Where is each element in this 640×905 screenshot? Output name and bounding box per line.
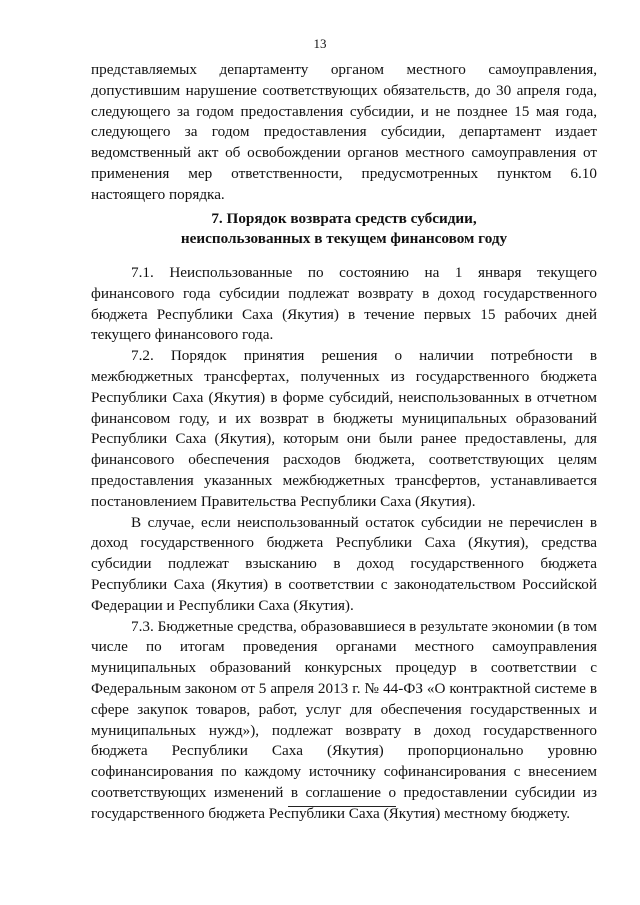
paragraph-7-3: 7.3. Бюджетные средства, образовавшиеся в результате экономии (в том числе по итогам проведения органами местного самоуправления муниципальных образований конкурсных процедур в соответствии с Федеральным законом от 5 апреля 2013 г. № 44-ФЗ «О контрактной системе в сфере закупок товаров, работ, услуг для обеспечения государственных и муниципальных нужд»), подлежат возврату в доход государственного бюджета Республики Саха (Якутия) пропорционально уровню софинансирования по каждому источнику софинансирования с внесением соответствующих изменений в соглашение о предоставлении субсидии из государственного бюджета Республики Саха (Якутия) местному бюджету.	[91, 617, 597, 822]
end-rule	[288, 806, 396, 807]
intro-block	[91, 60, 597, 206]
paragraph-7-1: 7.1. Неиспользованные по состоянию на 1 января текущего финансового года субсидии подлежат возврату в доход государственного бюджета Республики Саха (Якутия) в течение первых 15 рабочих дней текущего финансового года.	[91, 264, 597, 344]
section-heading-line-1: 7. Порядок возврата средств субсидии,	[211, 210, 477, 227]
section-body	[91, 263, 597, 825]
section-heading	[91, 209, 597, 249]
paragraph-7-2-continued: В случае, если неиспользованный остаток субсидии не перечислен в доход государственного бюджета Республики Саха (Якутия), средства субсидии подлежат взысканию в доход государственного бюджета Республики Саха (Якутия) в соответствии с законодательством Российской Федерации и Республики Саха (Якутия).	[91, 513, 597, 614]
page-number: 13	[313, 36, 327, 51]
intro-paragraph: представляемых департаменту органом местного самоуправления, допустившим нарушение соответствующих обязательств, до 30 апреля года, следующего за годом предоставления субсидии, и не позднее 15 мая года, следующего за годом предоставления субсидии, департамент издает ведомственный акт об освобождении органов местного самоуправления от применения мер ответственности, предусмотренных пунктом 6.10 настоящего порядка.	[91, 61, 597, 203]
paragraph-7-2: 7.2. Порядок принятия решения о наличии потребности в межбюджетных трансфертах, полученных из государственного бюджета Республики Саха (Якутия) в форме субсидий, неиспользованных в отчетном финансовом году, и их возврат в бюджеты муниципальных образований Республики Саха (Якутия), которым они были ранее предоставлены, для финансового обеспечения расходов бюджета, соответствующих целям предоставления указанных межбюджетных трансфертов, устанавливается постановлением Правительства Республики Саха (Якутия).	[91, 347, 597, 510]
section-heading-line-2: неиспользованных в текущем финансовом году	[180, 230, 508, 247]
